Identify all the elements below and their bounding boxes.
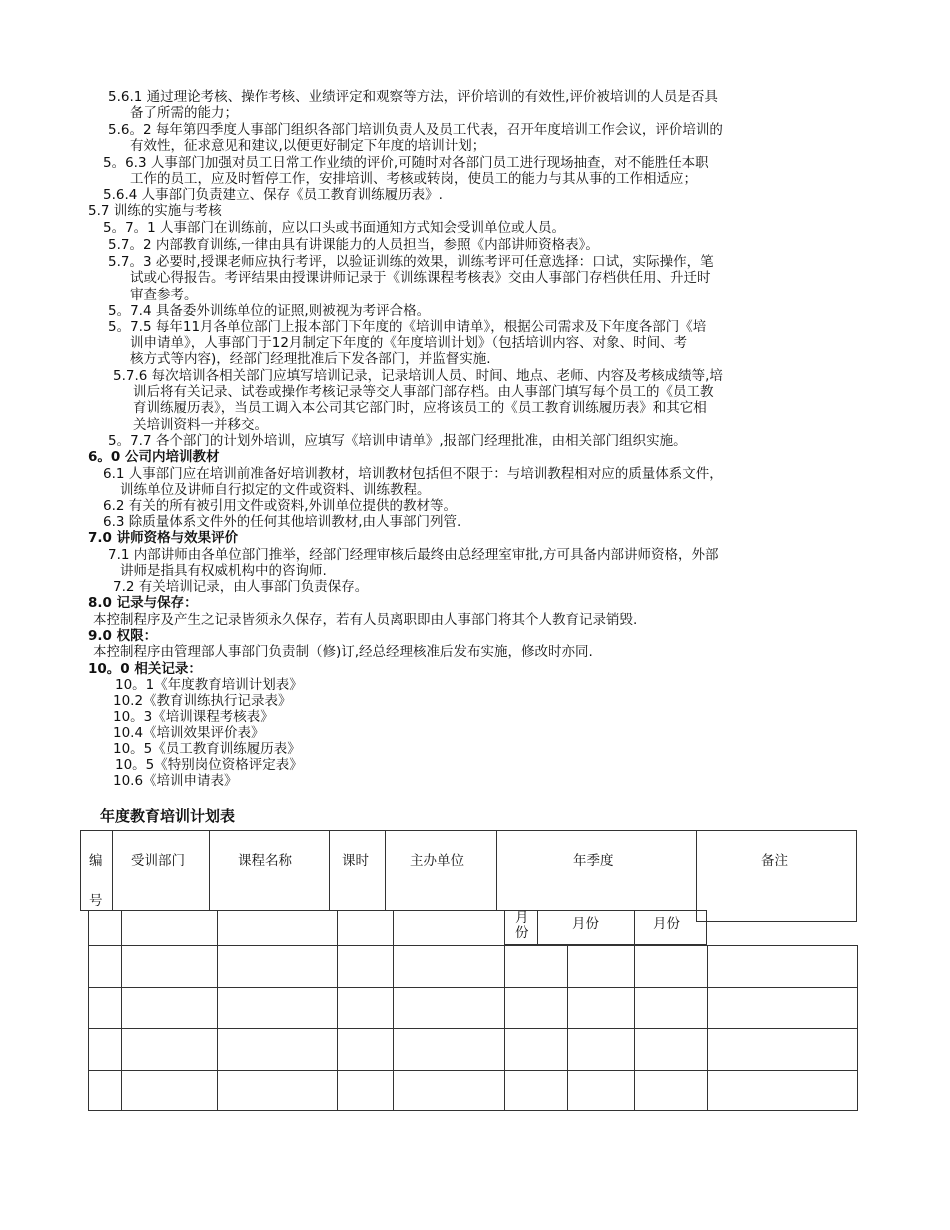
- month-cell-2: [537, 910, 635, 945]
- document-line: 训后将有关记录、试卷或操作考核记录等交人事部门部存档。由人事部门填写每个员工的《员工教: [133, 384, 714, 400]
- header-dept: 受训部门: [131, 853, 185, 869]
- table-cell: [707, 987, 858, 1029]
- document-line: 10.2《教育训练执行记录表》: [113, 693, 292, 709]
- table-cell: [121, 1070, 218, 1111]
- table-cell: [634, 1070, 708, 1111]
- table-cell: [393, 910, 505, 946]
- document-line: 5。7.5 每年11月各单位部门上报本部门下年度的《培训申请单》，根据公司需求及下年度各部门《培: [108, 319, 707, 335]
- table-cell: [567, 1070, 635, 1111]
- table-cell: [504, 987, 568, 1029]
- month-3: 月份: [653, 916, 680, 932]
- document-line: 关培训资料一并移交。: [133, 417, 268, 433]
- month-2: 月份: [572, 916, 599, 932]
- document-line: 5.6。2 每年第四季度人事部门组织各部门培训负责人及员工代表，召开年度培训工作会议，评价培训的: [108, 122, 723, 138]
- section-heading: 9.0 权限：: [88, 628, 158, 644]
- section-heading: 10。0 相关记录：: [88, 661, 202, 677]
- document-line: 10。5《员工教育训练履历表》: [113, 741, 301, 757]
- table-cell: [393, 1070, 505, 1111]
- document-line: 7.2 有关培训记录，由人事部门负责保存。: [113, 579, 369, 595]
- month-cell-3: [634, 910, 707, 945]
- header-no-1: 编: [89, 853, 103, 869]
- header-cell-no: [80, 830, 113, 911]
- table-cell: [217, 945, 338, 988]
- section-heading: 6。0 公司内培训教材: [88, 449, 220, 465]
- document-line: 本控制程序由管理部人事部门负责制（修)订,经总经理核准后发布实施，修改时亦同.: [93, 644, 593, 660]
- table-cell: [88, 945, 122, 988]
- header-cell-remarks: [696, 830, 857, 922]
- table-cell: [393, 1028, 505, 1071]
- document-line: 工作的员工，应及时暂停工作，安排培训、考核或转岗，使员工的能力与其从事的工作相适应；: [130, 171, 697, 187]
- table-cell: [567, 945, 635, 988]
- document-line: 育训练履历表》，当员工调入本公司其它部门时，应将该员工的《员工教育训练履历表》和其它相: [133, 400, 707, 416]
- document-line: 5。7。1 人事部门在训练前，应以口头或书面通知方式知会受训单位或人员。: [103, 220, 566, 236]
- table-cell: [707, 945, 858, 988]
- table-cell: [121, 987, 218, 1029]
- table-cell: [88, 1070, 122, 1111]
- document-line: 5.6.4 人事部门负责建立、保存《员工教育训练履历表》.: [103, 187, 443, 203]
- document-line: 5.7.6 每次培训各相关部门应填写培训记录，记录培训人员、时间、地点、老师、内容及考核成绩等,培: [113, 368, 723, 384]
- table-cell: [121, 910, 218, 946]
- table-cell: [337, 987, 394, 1029]
- table-cell: [121, 1028, 218, 1071]
- table-cell: [567, 1028, 635, 1071]
- table-cell: [707, 1028, 858, 1071]
- table-cell: [634, 987, 708, 1029]
- header-organizer: 主办单位: [410, 853, 464, 869]
- month-1-a: 月: [515, 910, 529, 926]
- document-line: 训练单位及讲师自行拟定的文件或资料、训练教程。: [120, 482, 431, 498]
- header-cell-quarter: [496, 830, 697, 911]
- header-cell-dept: [112, 830, 210, 911]
- month-cell-1: [504, 910, 538, 945]
- table-cell: [88, 910, 122, 946]
- table-cell: [707, 1070, 858, 1111]
- document-line: 讲师是指具有权威机构中的咨询师.: [120, 563, 327, 579]
- document-line: 本控制程序及产生之记录皆须永久保存，若有人员离职即由人事部门将其个人教育记录销毁.: [93, 612, 638, 628]
- month-1-b: 份: [515, 925, 529, 941]
- document-line: 5.7。2 内部教育训练,一律由具有讲课能力的人员担当，参照《内部讲师资格表》。: [108, 237, 599, 253]
- section-heading: 8.0 记录与保存：: [88, 595, 198, 611]
- header-cell-course: [209, 830, 330, 911]
- document-line: 5.7。3 必要时,授课老师应执行考评，以验证训练的效果，训练考评可任意选择：口试，实际操作，笔: [108, 254, 714, 270]
- table-cell: [393, 987, 505, 1029]
- header-hours: 课时: [342, 853, 369, 869]
- header-quarter: 年季度: [573, 853, 614, 869]
- document-line: 10.4《培训效果评价表》: [113, 725, 265, 741]
- section-heading: 7.0 讲师资格与效果评价: [88, 530, 239, 546]
- document-line: 5.7 训练的实施与考核: [88, 203, 222, 219]
- document-line: 6.3 除质量体系文件外的任何其他培训教材,由人事部门列管.: [103, 514, 462, 530]
- document-line: 10。1《年度教育培训计划表》: [115, 677, 303, 693]
- document-line: 10。5《特别岗位资格评定表》: [115, 757, 303, 773]
- table-cell: [504, 945, 568, 988]
- table-cell: [121, 945, 218, 988]
- table-cell: [634, 945, 708, 988]
- document-line: 核方式等内容)，经部门经理批准后下发各部门，并监督实施.: [130, 351, 491, 367]
- document-line: 训申请单》，人事部门于12月制定下年度的《年度培训计划》（包括培训内容、对象、时间、考: [130, 335, 688, 351]
- header-course: 课程名称: [238, 853, 292, 869]
- document-line: 试或心得报告。考评结果由授课讲师记录于《训练课程考核表》交由人事部门存档供任用、升迁时: [130, 270, 711, 286]
- document-line: 备了所需的能力；: [130, 105, 238, 121]
- document-line: 有效性，征求意见和建议,以便更好制定下年度的培训计划；: [130, 138, 486, 154]
- table-cell: [337, 1070, 394, 1111]
- table-cell: [567, 987, 635, 1029]
- header-no-2: 号: [89, 893, 103, 909]
- document-line: 7.1 内部讲师由各单位部门推举，经部门经理审核后最终由总经理室审批,方可具备内部讲师资格，外部: [108, 547, 719, 563]
- table-cell: [88, 987, 122, 1029]
- table-cell: [337, 945, 394, 988]
- document-line: 6.1 人事部门应在培训前准备好培训教材，培训教材包括但不限于：与培训教程相对应的质量体系文件，: [103, 466, 723, 482]
- table-cell: [217, 1070, 338, 1111]
- table-cell: [634, 1028, 708, 1071]
- table-cell: [88, 1028, 122, 1071]
- table-cell: [337, 910, 394, 946]
- table-cell: [504, 1070, 568, 1111]
- document-line: 5。6.3 人事部门加强对员工日常工作业绩的评价,可随时对各部门员工进行现场抽查，对不能胜任本职: [103, 155, 709, 171]
- header-cell-organizer: [385, 830, 497, 911]
- document-line: 5。7.7 各个部门的计划外培训，应填写《培训申请单》,报部门经理批准，由相关部门组织实施。: [108, 433, 687, 449]
- table-cell: [217, 1028, 338, 1071]
- table-cell: [393, 945, 505, 988]
- table-cell: [504, 1028, 568, 1071]
- document-line: 5。7.4 具备委外训练单位的证照,则被视为考评合格。: [108, 303, 431, 319]
- table-title: 年度教育培训计划表: [100, 807, 236, 825]
- table-cell: [217, 987, 338, 1029]
- document-line: 10.6《培训申请表》: [113, 773, 238, 789]
- table-cell: [217, 910, 338, 946]
- header-cell-hours: [329, 830, 386, 911]
- header-remarks: 备注: [761, 853, 788, 869]
- document-line: 10。3《培训课程考核表》: [113, 709, 274, 725]
- table-cell: [337, 1028, 394, 1071]
- document-line: 5.6.1 通过理论考核、操作考核、业绩评定和观察等方法，评价培训的有效性,评价被培训的人员是否具: [108, 89, 718, 105]
- document-line: 审查参考。: [130, 287, 198, 303]
- document-line: 6.2 有关的所有被引用文件或资料,外训单位提供的教材等。: [103, 498, 458, 514]
